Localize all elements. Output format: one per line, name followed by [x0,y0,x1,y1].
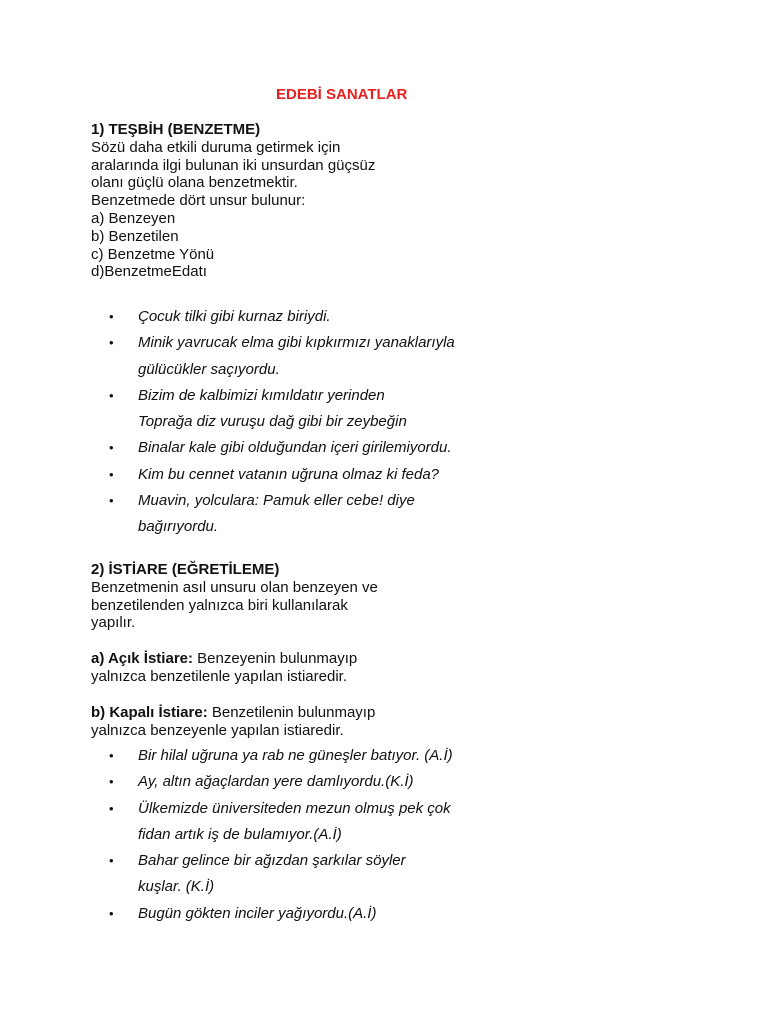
section-teshbih [91,121,375,281]
bullet-icon: • [109,774,114,790]
list-item [109,743,453,769]
bullet-icon: • [109,853,114,869]
bullet-icon: • [109,335,114,351]
text-line: Benzetmede dört unsur bulunur: [91,192,306,210]
text-line: a) Benzeyen [91,209,176,227]
list-item [109,769,453,795]
section-heading: 2) İSTİARE (EĞRETİLEME) [91,561,280,578]
example-line: Bizim de kalbimizi kımıldatır yerinden [138,386,385,404]
bullet-icon: • [109,800,114,816]
example-line: Toprağa diz vuruşu dağ gibi bir zeybeğin [138,413,407,431]
text-line: Sözü daha etkili duruma getirmek için [91,138,341,156]
example-line: Muavin, yolculara: Pamuk eller cebe! diye [138,492,415,510]
list-item [109,848,453,901]
definition-label: a) Açık İstiare: [91,650,193,667]
bullet-icon: • [109,905,114,921]
example-line: Bir hilal uğruna ya rab ne güneşler batıyor. (A.İ) [138,747,453,764]
bullet-icon: • [109,440,114,456]
list-item [109,488,455,541]
teshbih-examples-list [109,304,455,541]
bullet-icon: • [109,309,114,324]
definition-line [91,704,375,722]
example-line: bağırıyordu. [138,518,219,536]
istiare-examples-list [109,743,453,927]
definition-label: b) Kapalı İstiare: [91,704,208,721]
example-line: Minik yavrucak elma gibi kıpkırmızı yanaklarıyla [138,334,455,352]
text-line: d)BenzetmeEdatı [91,263,207,281]
example-line: Ülkemizde üniversiteden mezun olmuş pek çok [138,799,451,817]
definition-line [91,650,357,668]
example-line: Ay, altın ağaçlardan yere damlıyordu.(K.İ) [138,773,414,791]
example-line: Binalar kale gibi olduğundan içeri girilemiyordu. [138,439,452,457]
list-item [109,330,455,383]
example-line: fidan artık iş de bulamıyor.(A.İ) [138,825,342,843]
example-line: Bugün gökten inciler yağıyordu.(A.İ) [138,904,377,922]
bullet-icon: • [109,748,114,763]
open-istiare-definition [91,650,357,686]
definition-line: yalnızca benzetilenle yapılan istiaredir. [91,667,347,685]
example-line: Çocuk tilki gibi kurnaz biriydi. [138,308,331,325]
example-line: kuşlar. (K.İ) [138,878,215,896]
bullet-icon: • [109,387,114,403]
text-line: c) Benzetme Yönü [91,245,215,263]
definition-text: Benzeyenin bulunmayıp [193,650,358,667]
text-line: yapılır. [91,614,136,632]
text-line: b) Benzetilen [91,227,179,245]
text-line: benzetilenden yalnızca biri kullanılarak [91,596,348,614]
bullet-icon: • [109,466,114,482]
example-line: Kim bu cennet vatanın uğruna olmaz ki feda? [138,465,440,483]
bullet-icon: • [109,493,114,509]
text-line: aralarında ilgi bulunan iki unsurdan güçsüz [91,156,376,174]
text-line: Benzetmenin asıl unsuru olan benzeyen ve [91,578,378,596]
list-item [109,901,453,927]
text-line: olanı güçlü olana benzetmektir. [91,174,298,192]
list-item [109,462,455,488]
example-line: Bahar gelince bir ağızdan şarkılar söyler [138,852,406,870]
list-item [109,383,455,436]
list-item [109,796,453,849]
closed-istiare-definition [91,704,375,740]
definition-line: yalnızca benzeyenle yapılan istiaredir. [91,721,344,739]
example-line: gülücükler saçıyordu. [138,360,280,378]
list-item [109,435,455,461]
section-istiare [91,561,378,632]
section-heading: 1) TEŞBİH (BENZETME) [91,121,261,138]
page-title: EDEBİ SANATLAR [276,86,408,103]
definition-text: Benzetilenin bulunmayıp [207,704,376,721]
list-item [109,304,455,330]
